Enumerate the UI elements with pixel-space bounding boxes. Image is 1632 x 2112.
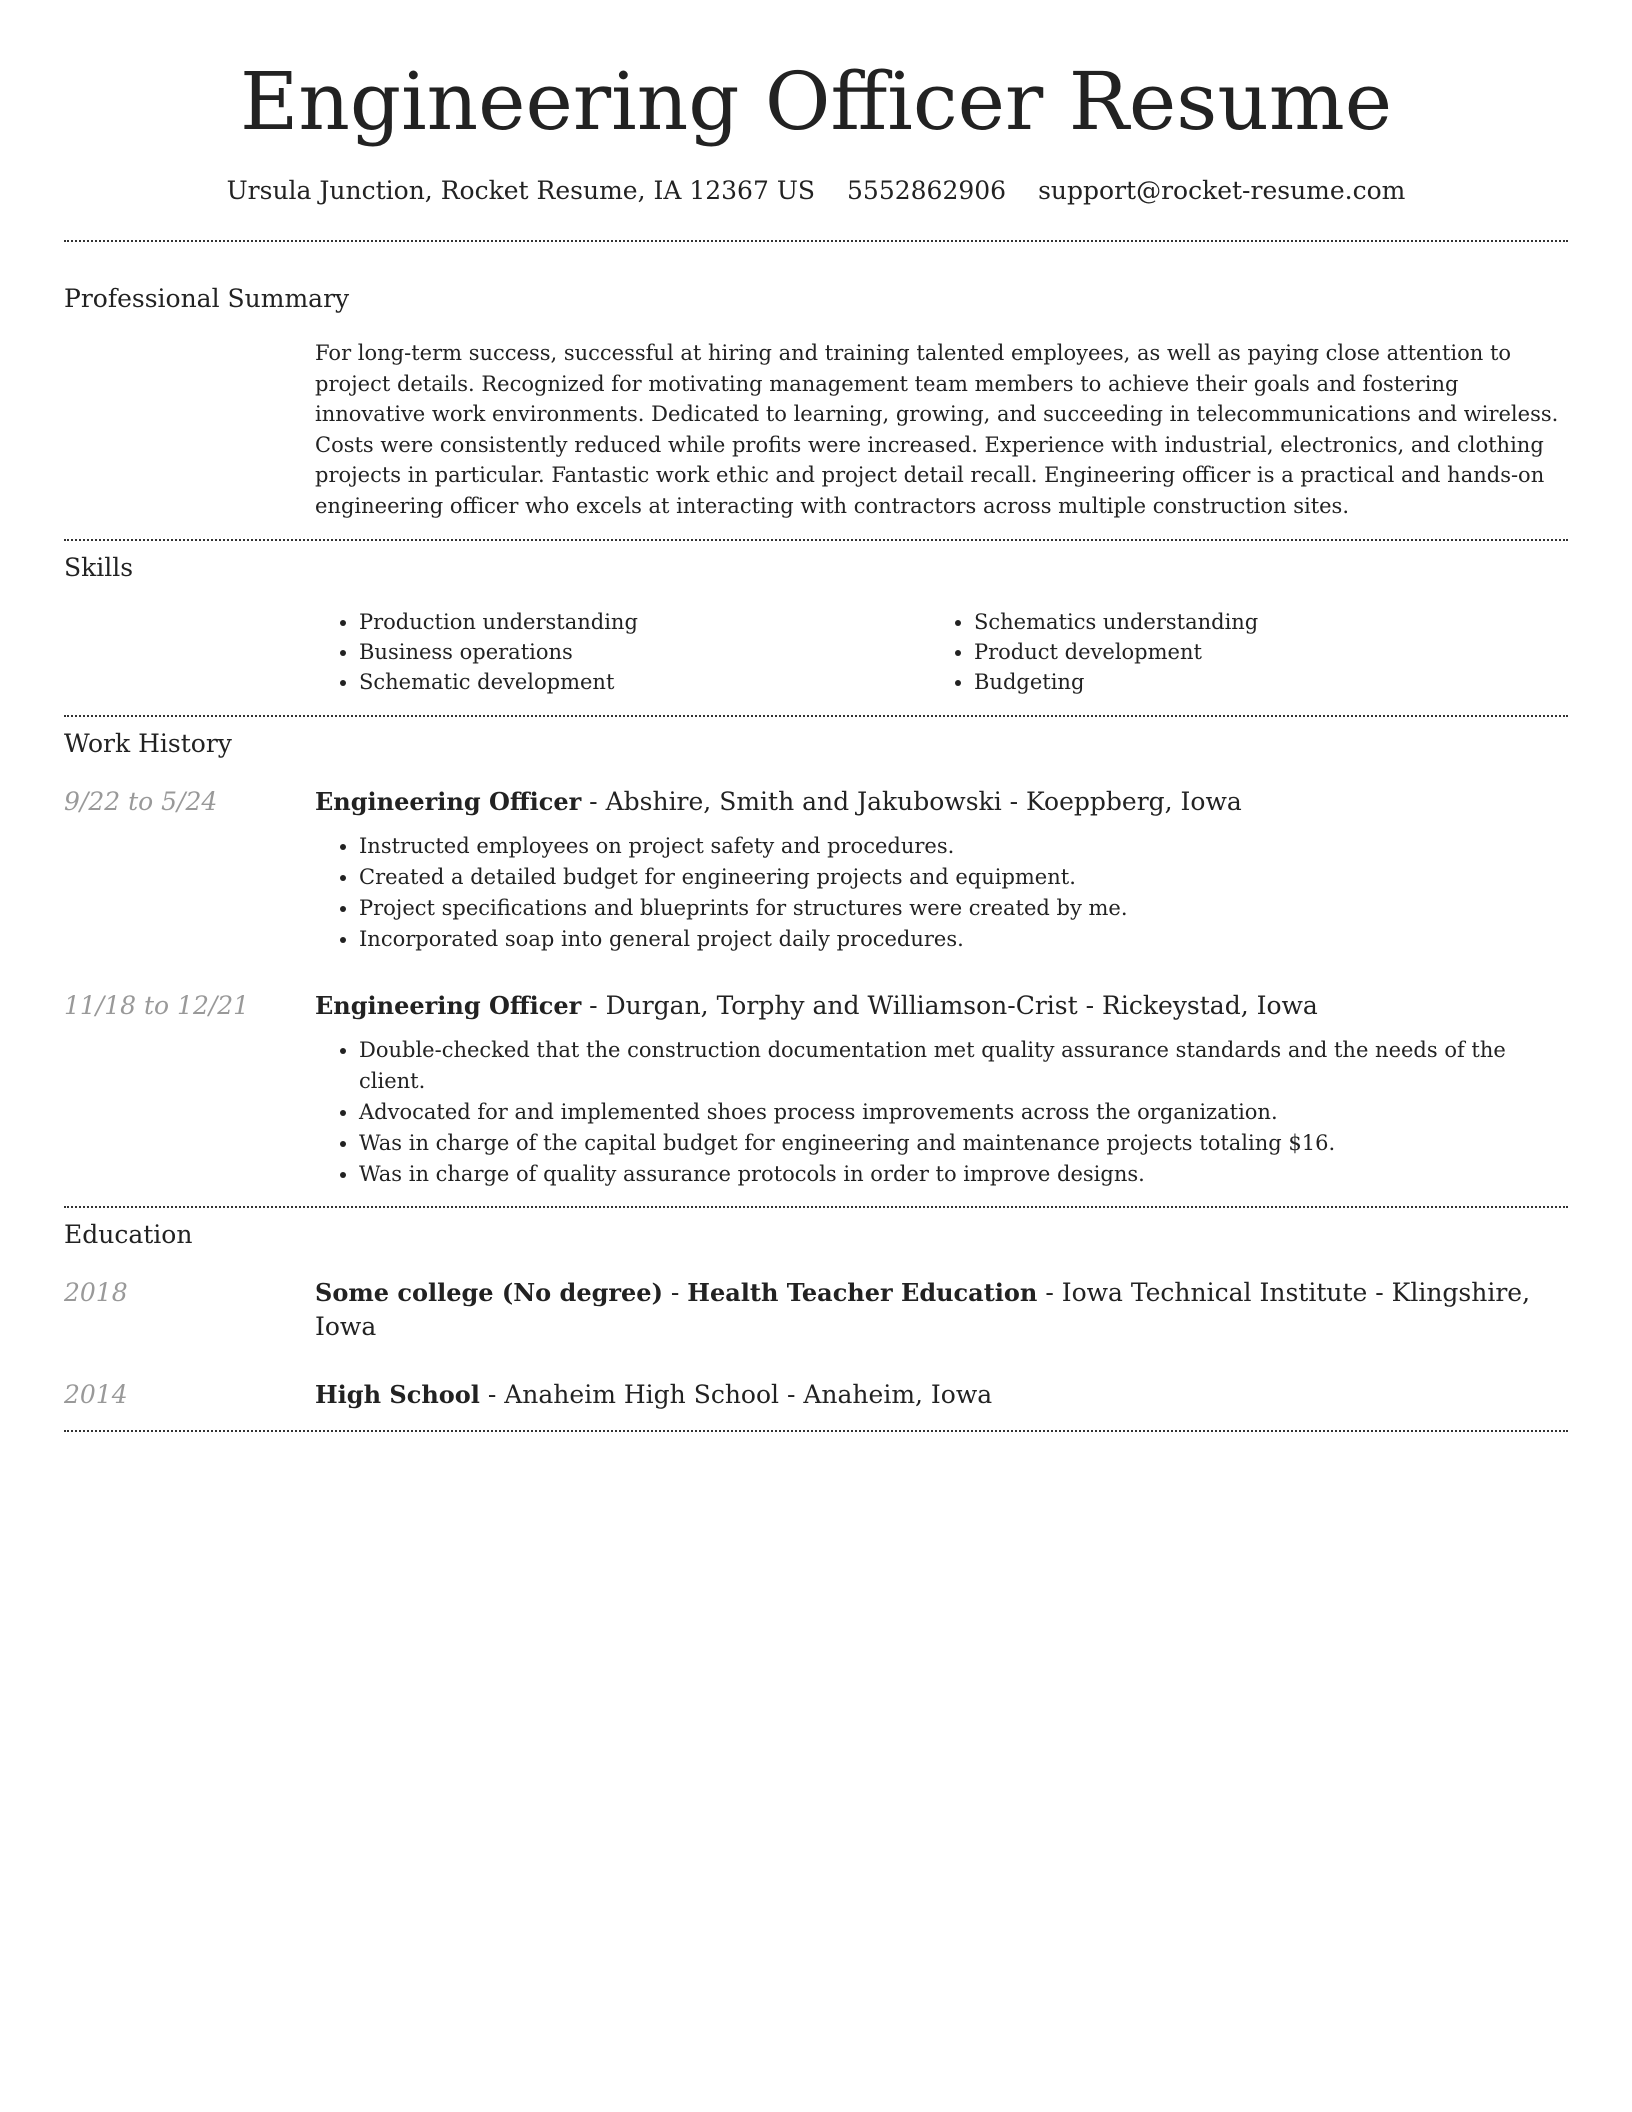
job-location: Rickeystad, Iowa [1102,991,1318,1020]
education-body [315,1378,1568,1412]
job-separator: - [1001,787,1027,816]
summary-divider [64,539,1568,541]
education-degree: High School [315,1380,480,1409]
education-section [64,1218,1568,1412]
job-heading [315,785,1568,819]
education-entry [64,1378,1568,1412]
job-bullet: • Instructed employees on project safety and procedures. [359,831,1568,862]
contact-line [64,174,1568,208]
job-separator: - [1077,991,1103,1020]
skills-heading: Skills [64,553,134,582]
job-company: Abshire, Smith and Jakubowski [605,787,1002,816]
job-bullets [315,831,1568,955]
skill-item: • Budgeting [974,667,1545,697]
skill-item: • Schematic development [359,667,930,697]
education-divider [64,1430,1568,1432]
job-location: Koeppberg, Iowa [1026,787,1242,816]
job-title: Engineering Officer [315,787,582,816]
job-bullet: • Double-checked that the construction documentation met quality assurance standards and the needs of the client. [359,1035,1568,1097]
job-body [315,785,1568,955]
job-entry [64,785,1568,955]
skill-item: • Production understanding [359,607,930,637]
education-year: 2018 [64,1278,128,1307]
skills-column-left [315,607,930,697]
header-divider [64,240,1568,242]
skills-divider [64,715,1568,717]
job-bullet: • Project specifications and blueprints for structures were created by me. [359,893,1568,924]
skills-column-right [930,607,1545,697]
job-title: Engineering Officer [315,991,582,1020]
job-heading [315,989,1568,1023]
education-location: Klingshire, Iowa [315,1278,1531,1341]
contact-phone: 5552862906 [847,176,1007,205]
skills-section [64,551,1568,697]
job-bullets [315,1035,1568,1190]
skills-grid [315,607,1568,697]
job-bullet: • Advocated for and implemented shoes process improvements across the organization. [359,1097,1568,1128]
education-body [315,1276,1568,1344]
work-divider [64,1206,1568,1208]
skill-item: • Business operations [359,637,930,667]
summary-text: For long-term success, successful at hiring and training talented employees, as well as paying close attention to project details. Recognized for motivating management team members to achieve their goals and fostering innovative work environments. Dedicated to learning, growing, and succeeding in telecommunications and wireless. Costs were consistently reduced while profits were increased. Experience with industrial, electronics, and clothing projects in particular. Fantastic work ethic and project detail recall. Engineering officer is a practical and hands-on engineering officer who excels at interacting with contractors across multiple construction sites. [315,341,1559,518]
education-heading-line [315,1276,1568,1344]
work-heading: Work History [64,729,232,758]
job-company: Durgan, Torphy and Williamson-Crist [605,991,1078,1020]
job-bullet: • Incorporated soap into general project daily procedures. [359,924,1568,955]
contact-email: support@rocket-resume.com [1038,176,1406,205]
education-degree: Some college (No degree) [315,1278,663,1307]
education-heading: Education [64,1220,193,1249]
job-separator: - [581,787,606,816]
education-separator: - [1367,1278,1392,1307]
job-bullet: • Was in charge of quality assurance protocols in order to improve designs. [359,1159,1568,1190]
education-year: 2014 [64,1380,128,1409]
job-separator: - [581,991,606,1020]
job-dates: 9/22 to 5/24 [64,787,218,816]
education-separator: - [662,1278,688,1307]
job-dates: 11/18 to 12/21 [64,991,250,1020]
education-separator: - [779,1380,804,1409]
work-section [64,727,1568,1190]
summary-section [64,282,1568,521]
education-school: Anaheim High School [504,1380,780,1409]
resume-title: Engineering Officer Resume [239,55,1393,148]
skill-item: • Product development [974,637,1545,667]
summary-heading: Professional Summary [64,284,350,313]
education-school: Iowa Technical Institute [1061,1278,1368,1307]
education-field: Health Teacher Education [687,1278,1038,1307]
education-heading-line [315,1378,1568,1412]
job-entry [64,989,1568,1190]
skill-item: • Schematics understanding [974,607,1545,637]
education-separator: - [479,1380,505,1409]
education-location: Anaheim, Iowa [803,1380,993,1409]
job-bullet: • Was in charge of the capital budget for engineering and maintenance projects totaling $16. [359,1128,1568,1159]
job-body [315,989,1568,1190]
contact-address: Ursula Junction, Rocket Resume, IA 12367 US [226,176,816,205]
education-separator: - [1037,1278,1062,1307]
education-entry [64,1276,1568,1344]
job-bullet: • Created a detailed budget for engineering projects and equipment. [359,862,1568,893]
